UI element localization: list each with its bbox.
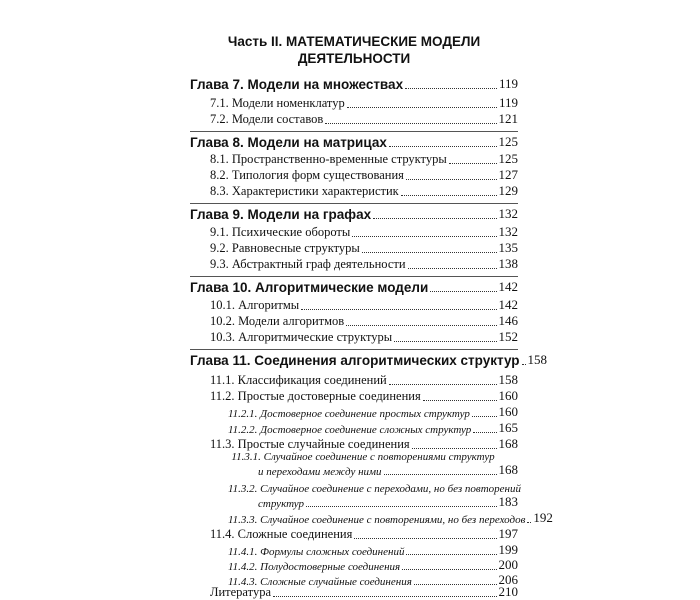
toc-section [190,167,518,183]
toc-chapter-8 [190,134,518,150]
toc-subsection-title-line-1: 11.3.2. Случайное соединение с переходами, но без повторений [228,483,521,495]
toc-page-number: 158 [527,352,548,367]
toc-page-number: 158 [498,372,518,387]
toc-entry-title: 11.3. Простые случайные соединения [210,437,410,451]
toc-section [190,329,518,345]
toc-section [190,313,518,329]
toc-page-number: 168 [498,462,518,477]
toc-page-number: 152 [498,329,518,344]
chapter-divider [190,276,518,277]
toc-page-number: 121 [498,111,518,126]
toc-page-number: 192 [533,510,553,525]
toc-page [190,0,553,600]
toc-page-number: 125 [498,151,518,166]
toc-page-number: 142 [498,297,518,312]
toc-chapter-10 [190,279,518,295]
toc-page-number: 168 [498,436,518,451]
toc-section [190,240,518,256]
toc-subsection [190,510,553,526]
toc-entry-title-continuation: структур [258,498,304,510]
toc-entry-title: 10.1. Алгоритмы [210,298,300,312]
toc-entry-title: Глава 10. Алгоритмические модели [190,280,429,295]
toc-entry-title: 8.1. Пространственно-временные структуры [210,152,447,166]
chapter-divider [190,349,518,350]
toc-subsection [190,557,518,573]
toc-chapter-9 [190,206,518,222]
toc-page-number: 125 [498,134,518,149]
toc-literature [190,584,518,600]
toc-entry-title: 10.2. Модели алгоритмов [210,314,345,328]
toc-entry-title: 11.4.2. Полудостоверные соединения [228,561,401,573]
toc-page-number: 138 [498,256,518,271]
toc-entry-title: Глава 11. Соединения алгоритмических структур [190,353,520,368]
toc-entry-title: 7.2. Модели составов [210,112,324,126]
toc-section [190,151,518,167]
toc-entry-title: 11.2.1. Достоверное соединение простых структур [228,408,470,420]
toc-entry-title: Глава 8. Модели на матрицах [190,135,387,150]
chapter-divider [190,131,518,132]
chapter-divider [190,203,518,204]
toc-page-number: 127 [498,167,518,182]
toc-entry-title: 7.1. Модели номенклатур [210,96,345,110]
toc-entry-title: 11.1. Классификация соединений [210,373,387,387]
toc-entry-title-continuation: и переходами между ними [258,466,382,478]
toc-entry-title: 9.2. Равновесные структуры [210,241,360,255]
toc-section [190,95,518,111]
toc-entry-title: 11.4.3. Сложные случайные соединения [228,576,412,588]
toc-section [190,224,518,240]
toc-page-number: 146 [498,313,518,328]
toc-chapter-7 [190,76,518,92]
toc-entry-title: 10.3. Алгоритмические структуры [210,330,393,344]
toc-page-number: 183 [498,494,518,509]
toc-subsection [190,494,518,510]
toc-page-number: 135 [498,240,518,255]
toc-subsection [190,420,518,436]
toc-page-number: 129 [498,183,518,198]
toc-section [190,256,518,272]
toc-page-number: 200 [498,557,518,572]
toc-entry-title: 11.2. Простые достоверные соединения [210,389,421,403]
toc-chapter-11 [190,352,548,368]
toc-entry-title: 9.1. Психические обороты [210,225,351,239]
toc-entry-title: 11.2.2. Достоверное соединение сложных структур [228,424,472,436]
toc-entry-title: Глава 7. Модели на множествах [190,77,404,92]
toc-entry-title: 9.3. Абстрактный граф деятельности [210,257,406,271]
toc-page-number: 160 [498,388,518,403]
toc-page-number: 210 [498,584,518,599]
toc-entry-title: 11.4.1. Формулы сложных соединений [228,546,405,558]
toc-page-number: 160 [498,404,518,419]
toc-subsection [190,404,518,420]
toc-section [190,111,518,127]
toc-entry-title: 8.2. Типология форм существования [210,168,404,182]
toc-page-number: 197 [498,526,518,541]
part-title-line-2: ДЕЯТЕЛЬНОСТИ [297,51,411,66]
toc-page-number: 132 [498,224,518,239]
toc-subsection [190,542,518,558]
toc-entry-title: Глава 9. Модели на графах [190,207,372,222]
toc-page-number: 142 [498,279,518,294]
toc-section [190,526,518,542]
toc-subsection-title-line-1: 11.3.1. Случайное соединение с повторениями структур [231,451,495,463]
toc-section [190,372,518,388]
part-title-line-1: Часть II. МАТЕМАТИЧЕСКИЕ МОДЕЛИ [227,34,481,49]
toc-page-number: 119 [498,76,518,91]
toc-page-number: 199 [498,542,518,557]
toc-page-number: 206 [498,572,518,587]
toc-entry-title: 11.4. Сложные соединения [210,527,353,541]
toc-entry-title: 8.3. Характеристики характеристик [210,184,399,198]
toc-section [190,297,518,313]
toc-page-number: 132 [498,206,518,221]
toc-page-number: 119 [498,95,518,110]
toc-entry-title: Литература [210,585,271,599]
toc-subsection [190,462,518,478]
toc-page-number: 165 [498,420,518,435]
toc-entry-title: 11.3.3. Случайное соединение с повторениями, но без переходов [228,514,526,526]
toc-section [190,388,518,404]
toc-section [190,183,518,199]
